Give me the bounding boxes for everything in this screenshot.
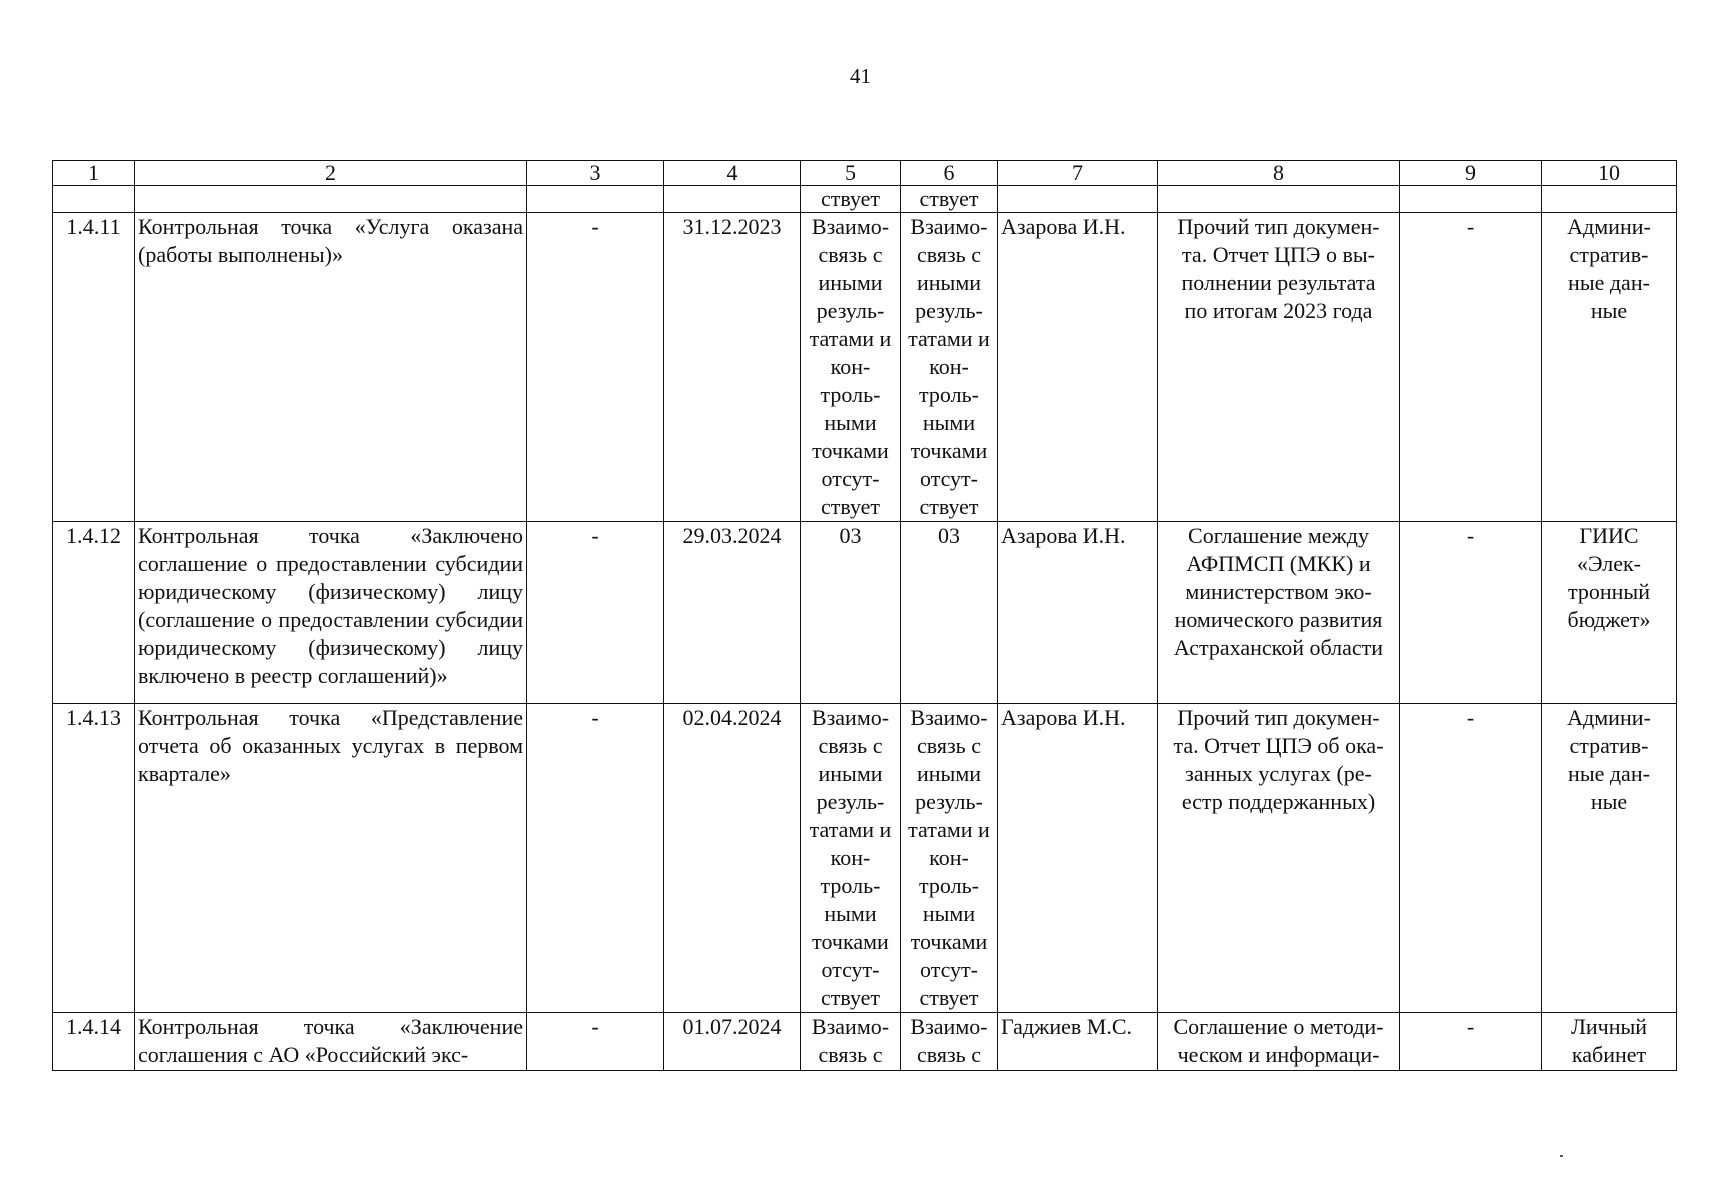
cell-col6: Взаимо- связь с иными резуль- татами и кон- троль- ными точками отсут- ствует	[901, 213, 998, 522]
checkpoint-date: 31.12.2023	[664, 213, 801, 522]
responsible-person: Азарова И.Н.	[998, 522, 1158, 704]
cell-col3: -	[527, 1013, 664, 1071]
info-source: Админи- стратив- ные дан- ные	[1542, 704, 1677, 1013]
cell-col6: 03	[901, 522, 998, 704]
cell-col6: Взаимо- связь с иными резуль- татами и кон- троль- ными точками отсут- ствует	[901, 704, 998, 1013]
cell-col3: -	[527, 213, 664, 522]
info-source: Админи- стратив- ные дан- ные	[1542, 213, 1677, 522]
document-type: Прочий тип докумен- та. Отчет ЦПЭ об ока- занных услугах (ре- естр поддержанных)	[1158, 704, 1400, 1013]
cell-col9: -	[1400, 213, 1542, 522]
responsible-person: Азарова И.Н.	[998, 704, 1158, 1013]
continuation-row	[53, 186, 1677, 213]
continuation-cell	[1158, 186, 1400, 213]
table-row	[53, 704, 1677, 1013]
row-number: 1.4.13	[53, 704, 135, 1013]
continuation-cell	[1542, 186, 1677, 213]
column-header: 9	[1400, 161, 1542, 186]
cell-col9: -	[1400, 522, 1542, 704]
column-header: 7	[998, 161, 1158, 186]
info-source: ГИИС «Элек- тронный бюджет»	[1542, 522, 1677, 704]
table-row	[53, 522, 1677, 704]
responsible-person: Азарова И.Н.	[998, 213, 1158, 522]
document-type: Соглашение о методи- ческом и информаци-	[1158, 1013, 1400, 1071]
continuation-cell	[53, 186, 135, 213]
column-header: 3	[527, 161, 664, 186]
continuation-cell: ствует	[901, 186, 998, 213]
checkpoint-date: 02.04.2024	[664, 704, 801, 1013]
checkpoint-title: Контрольная точка «Услуга оказана (работы выполнены)»	[135, 213, 527, 522]
cell-col9: -	[1400, 704, 1542, 1013]
column-number-row	[53, 161, 1677, 186]
column-header: 5	[801, 161, 901, 186]
document-type: Соглашение между АФПМСП (МКК) и министерством эко- номического развития Астраханской области	[1158, 522, 1400, 704]
responsible-person: Гаджиев М.С.	[998, 1013, 1158, 1071]
document-type: Прочий тип докумен- та. Отчет ЦПЭ о вы- полнении результата по итогам 2023 года	[1158, 213, 1400, 522]
checkpoint-date: 29.03.2024	[664, 522, 801, 704]
plan-table	[52, 160, 1677, 1071]
info-source: Личный кабинет	[1542, 1013, 1677, 1071]
cell-col5: 03	[801, 522, 901, 704]
cell-col5: Взаимо- связь с	[801, 1013, 901, 1071]
row-number: 1.4.11	[53, 213, 135, 522]
continuation-cell	[998, 186, 1158, 213]
checkpoint-title: Контрольная точка «Заключение соглашения с АО «Российский экс-	[135, 1013, 527, 1071]
cell-col3: -	[527, 704, 664, 1013]
continuation-cell	[135, 186, 527, 213]
cell-col9: -	[1400, 1013, 1542, 1071]
cell-col6: Взаимо- связь с	[901, 1013, 998, 1071]
cell-col3: -	[527, 522, 664, 704]
continuation-cell	[664, 186, 801, 213]
checkpoint-date: 01.07.2024	[664, 1013, 801, 1071]
continuation-cell	[527, 186, 664, 213]
table-row	[53, 1013, 1677, 1071]
continuation-cell: ствует	[801, 186, 901, 213]
row-number: 1.4.14	[53, 1013, 135, 1071]
column-header: 2	[135, 161, 527, 186]
column-header: 8	[1158, 161, 1400, 186]
checkpoint-title: Контрольная точка «Представление отчета об оказанных услугах в первом квартале»	[135, 704, 527, 1013]
column-header: 6	[901, 161, 998, 186]
column-header: 10	[1542, 161, 1677, 186]
scan-speck	[1560, 1155, 1563, 1157]
page-number: 41	[850, 64, 871, 88]
cell-col5: Взаимо- связь с иными резуль- татами и кон- троль- ными точками отсут- ствует	[801, 213, 901, 522]
cell-col5: Взаимо- связь с иными резуль- татами и кон- троль- ными точками отсут- ствует	[801, 704, 901, 1013]
column-header: 1	[53, 161, 135, 186]
continuation-cell	[1400, 186, 1542, 213]
column-header: 4	[664, 161, 801, 186]
table-row	[53, 213, 1677, 522]
row-number: 1.4.12	[53, 522, 135, 704]
checkpoint-title: Контрольная точка «Заключено соглашение о предоставлении субсидии юридическому (физическому) лицу (соглашение о предоставлении субсидии юридическому (физическому) лицу включено в реестр соглашений)»	[135, 522, 527, 704]
